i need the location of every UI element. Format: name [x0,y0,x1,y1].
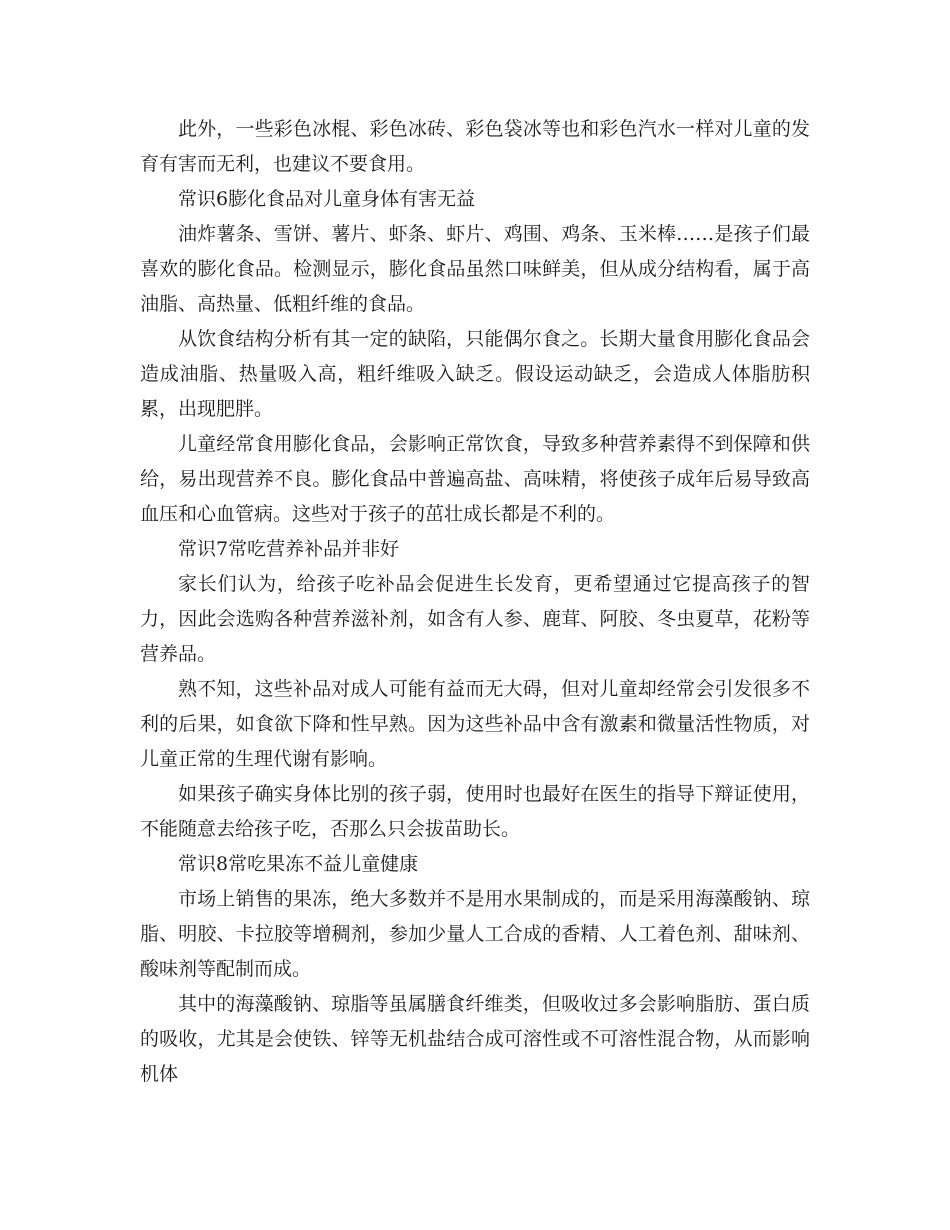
document-body [140,112,810,1092]
paragraph-supplement-risks: 熟不知，这些补品对成人可能有益而无大碍，但对儿童却经常会引发很多不利的后果，如食欲下降和性早熟。因为这些补品中含有激素和微量活性物质，对儿童正常的生理代谢有影响。 [140,678,810,770]
paragraph-supplements: 家长们认为，给孩子吃补品会促进生长发育，更希望通过它提高孩子的智力，因此会选购各种营养滋补剂，如含有人参、鹿茸、阿胶、冬虫夏草，花粉等营养品。 [140,573,810,665]
paragraph-diet-structure: 从饮食结构分析有其一定的缺陷，只能偶尔食之。长期大量食用膨化食品会造成油脂、热量吸入高，粗纤维吸入缺乏。假设运动缺乏，会造成人体脂肪积累，出现肥胖。 [140,328,810,420]
paragraph-nutrition-impact: 儿童经常食用膨化食品，会影响正常饮食，导致多种营养素得不到保障和供给，易出现营养不良。膨化食品中普遍高盐、高味精，将使孩子成年后易导致高血压和心血管病。这些对于孩子的茁壮成长都是不利的。 [140,433,810,525]
section-heading-8: 常识8常吃果冻不益儿童健康 [178,853,419,875]
paragraph-jelly-ingredients: 市场上销售的果冻，绝大多数并不是用水果制成的，而是采用海藻酸钠、琼脂、明胶、卡拉胶等增稠剂，参加少量人工合成的香精、人工着色剂、甜味剂、酸味剂等配制而成。 [140,888,810,980]
paragraph-jelly-effects: 其中的海藻酸钠、琼脂等虽属膳食纤维类，但吸收过多会影响脂肪、蛋白质的吸收，尤其是会使铁、锌等无机盐结合成可溶性或不可溶性混合物，从而影响机体 [140,993,810,1085]
paragraph-puffed-foods: 油炸薯条、雪饼、薯片、虾条、虾片、鸡围、鸡条、玉米棒……是孩子们最喜欢的膨化食品。检测显示，膨化食品虽然口味鲜美，但从成分结构看，属于高油脂、高热量、低粗纤维的食品。 [140,223,810,315]
paragraph-doctor-guidance: 如果孩子确实身体比别的孩子弱，使用时也最好在医生的指导下辩证使用，不能随意去给孩子吃，否那么只会拔苗助长。 [140,783,810,840]
paragraph-colored-ice: 此外，一些彩色冰棍、彩色冰砖、彩色袋冰等也和彩色汽水一样对儿童的发育有害而无利，也建议不要食用。 [140,118,810,175]
section-heading-6: 常识6膨化食品对儿童身体有害无益 [178,188,476,210]
section-heading-7: 常识7常吃营养补品并非好 [178,538,400,560]
